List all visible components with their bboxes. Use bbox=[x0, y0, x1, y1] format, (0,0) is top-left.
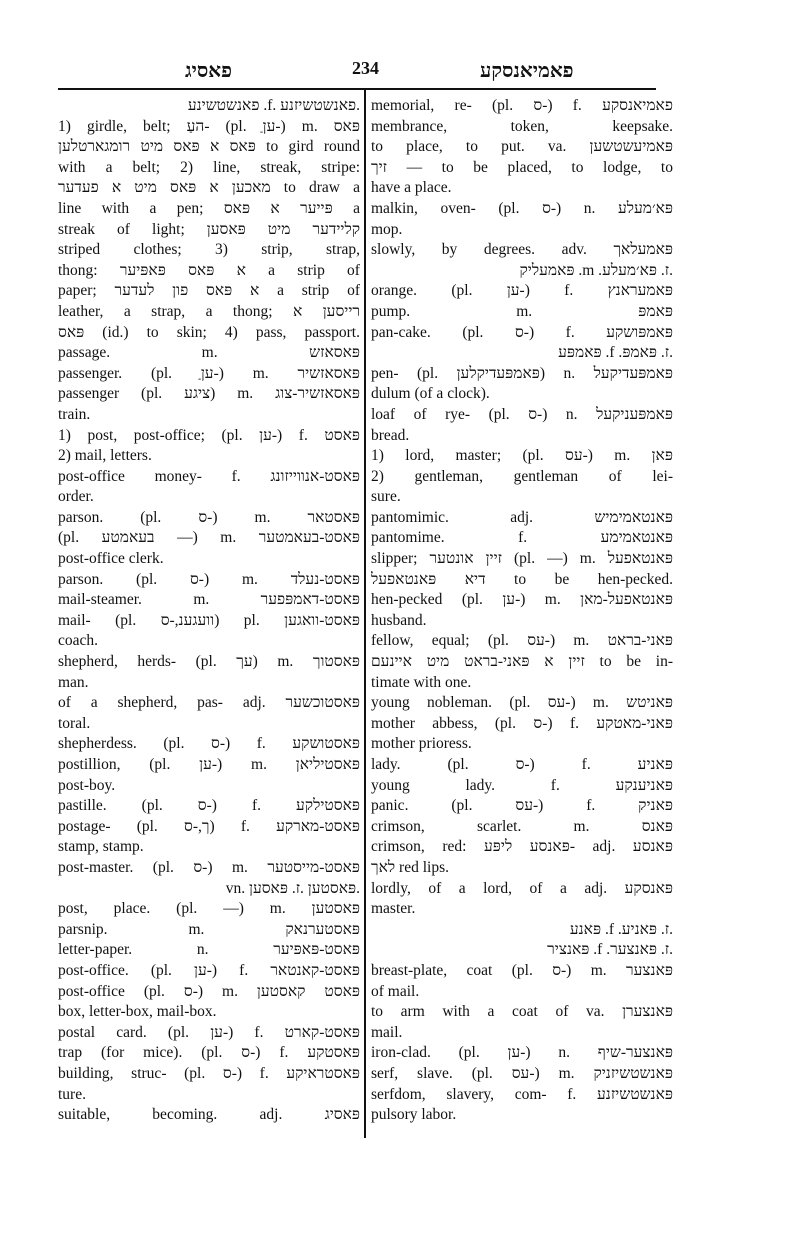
entry-line: ture. bbox=[58, 1085, 86, 1103]
entry-line: husband. bbox=[371, 611, 427, 629]
entry-line: man. bbox=[58, 673, 89, 691]
header-rule bbox=[58, 88, 656, 90]
entry-line: post-master. (pl. ס-) m. פּאסט-מייסטער bbox=[58, 858, 360, 876]
entry-line: streak of light; קליידער מיט פּאסען bbox=[58, 220, 360, 238]
entry-line: postal card. (pl. ען-) f. פּאסט-קארט bbox=[58, 1023, 360, 1041]
entry-line: malkin, oven- (pl. ס-) n. פּא׳מעלע bbox=[371, 199, 673, 217]
left-column bbox=[58, 96, 360, 1126]
entry-line: pantomimic. adj. פּאנטאמימיש bbox=[371, 508, 673, 526]
entry-line: mail-steamer. m. פּאסט-דאמפּפער bbox=[58, 591, 360, 609]
entry-line: sure. bbox=[371, 488, 401, 506]
entry-line: פאנשטשינע .f. פאנשטשיזנע. bbox=[187, 97, 360, 114]
entry-line: mother prioress. bbox=[371, 735, 472, 753]
header-left-guide-word: פאסיג bbox=[185, 60, 232, 82]
entry-line: serfdom, slavery, com- f. פּאנשטשיזנע bbox=[371, 1085, 673, 1103]
entry-line: box, letter-box, mail-box. bbox=[58, 1003, 217, 1021]
page-number: 234 bbox=[352, 58, 379, 78]
entry-line: mail. bbox=[371, 1023, 403, 1041]
entry-line: timate with one. bbox=[371, 673, 472, 691]
entry-line: fellow, equal; (pl. עס-) m. פּאני-בראט bbox=[371, 632, 673, 650]
entry-line: parson. (pl. ס-) m. פּאסט-נעלד bbox=[58, 570, 360, 588]
entry-line: shepherdess. (pl. ס-) f. פּאסטושקע bbox=[58, 735, 360, 753]
entry-line: passenger (pl. ציגע) m. פּאסאזשיר-צוג bbox=[58, 385, 360, 403]
entry-line: paper; א פּאס פון לעדער a strip of bbox=[58, 282, 360, 300]
entry-line: זיין א פּאני-בראט מיט איינעם to be in- bbox=[371, 653, 673, 671]
entry-line: post-office (pl. ס-) m. פּאסט קאסטען bbox=[58, 982, 360, 1000]
entry-line: פּאנע .f .ז. פּאניע. bbox=[569, 920, 673, 938]
entry-line: coach. bbox=[58, 632, 99, 650]
entry-line: זיך — to be placed, to lodge, to bbox=[371, 158, 673, 176]
column-divider bbox=[364, 90, 366, 1138]
entry-line: trap (for mice). (pl. ס-) f. פּאסטקע bbox=[58, 1044, 360, 1062]
entry-line: פּאנציר .f .ז. פּאנצער. bbox=[547, 941, 673, 959]
entry-line: pen- (pl. פּאמפּעדיקלען) n. פּאמפּעדיקעל bbox=[371, 364, 673, 382]
entry-line: 1) girdle, belt; העַ- (pl. עןַ-) m. פּאס bbox=[58, 117, 360, 135]
entry-line: lady. (pl. ס-) f. פּאניע bbox=[371, 756, 673, 773]
entry-line: slowly, by degrees. adv. פּאמעלאך bbox=[371, 241, 673, 259]
entry-line: post-boy. bbox=[58, 776, 116, 794]
entry-line: 2) gentleman, gentleman of lei- bbox=[371, 467, 673, 485]
entry-line: 1) lord, master; (pl. עס-) m. פּאן bbox=[371, 447, 673, 465]
entry-line: building, struc- (pl. ס-) f. פּאסטראיקע bbox=[58, 1064, 360, 1082]
entry-line: line with a pen; פּייער א פּאס a bbox=[58, 199, 360, 217]
entry-line: פּאמפּע .f .ז. פּאמפּ. bbox=[558, 344, 673, 362]
entry-line: דיא פּאנטאפעל to be hen-pecked. bbox=[371, 570, 673, 588]
entry-line: memorial, re- (pl. ס-) f. פאמיאנסקע bbox=[371, 97, 673, 114]
entry-line: passage. m. פּאסאזש bbox=[58, 344, 360, 362]
entry-line: pan-cake. (pl. ס-) f. פּאמפּושקע bbox=[371, 323, 673, 341]
entry-line: loaf of rye- (pl. ס-) n. פּאמפּעניקעל bbox=[371, 405, 673, 423]
entry-line: master. bbox=[371, 900, 416, 918]
entry-line: suitable, becoming. adj. פּאסיג bbox=[58, 1106, 360, 1124]
entry-line: panic. (pl. עס-) f. פּאניק bbox=[371, 797, 673, 815]
entry-line: פּאמעליק .m .ז. פּא׳מעלע. bbox=[519, 261, 673, 279]
entry-line: striped clothes; 3) strip, strap, bbox=[58, 241, 360, 259]
entry-line: pastille. (pl. ס-) f. פּאסטילקע bbox=[58, 797, 360, 815]
entry-line: post-office clerk. bbox=[58, 550, 164, 568]
entry-line: post, place. (pl. —) m. פּאסטען bbox=[58, 900, 360, 918]
entry-line: to place, to put. va. פּאמיעשטשען bbox=[371, 138, 673, 156]
entry-line: to arm with a coat of va. פּאנצערן bbox=[371, 1003, 673, 1021]
entry-line: crimson, red: פּאנסע ליפּע- adj. פּאנסע bbox=[371, 838, 673, 856]
right-column bbox=[371, 96, 673, 1126]
entry-line: פּאס (id.) to skin; 4) pass, passport. bbox=[58, 323, 360, 341]
entry-line: pulsory labor. bbox=[371, 1106, 457, 1124]
entry-line: thong: א פּאס פּאפּיער a strip of bbox=[58, 261, 360, 279]
entry-line: פּאס א פּאס מיט רומגארטלען to gird round bbox=[58, 138, 360, 156]
entry-line: לאך red lips. bbox=[371, 858, 449, 876]
entry-line: vn. פּאסטען .ז. פּאסען. bbox=[225, 879, 360, 897]
entry-line: serf, slave. (pl. עס-) m. פּאנשטשיזניק bbox=[371, 1064, 673, 1082]
entry-line: of a shepherd, pas- adj. פּאסטוכשער bbox=[58, 694, 360, 712]
entry-line: parson. (pl. ס-) m. פּאסטאר bbox=[58, 508, 360, 526]
entry-line: post-office money- f. פּאסט-אנווייזונג bbox=[58, 467, 360, 485]
entry-line: young lady. f. פּאניענקע bbox=[371, 776, 673, 794]
entry-line: orange. (pl. ען-) f. פּאמעראנץ bbox=[371, 282, 673, 300]
entry-line: lordly, of a lord, of a adj. פּאנסקע bbox=[371, 879, 673, 897]
entry-line: 1) post, post-office; (pl. ען-) f. פּאסט bbox=[58, 426, 360, 444]
entry-line: letter-paper. n. פּאסט-פּאפּיער bbox=[58, 941, 360, 959]
entry-line: post-office. (pl. ען-) f. פּאסט-קאנטאר bbox=[58, 961, 360, 979]
entry-line: passenger. (pl. עןַ-) m. פּאסאזשיר bbox=[58, 364, 360, 382]
entry-line: dulum (of a clock). bbox=[371, 385, 490, 403]
page-header bbox=[0, 56, 788, 86]
entry-line: membrance, token, keepsake. bbox=[371, 117, 673, 135]
entry-line: (pl. בעאמטע —) m. פּאסט-בעאמטער bbox=[58, 529, 360, 547]
entry-line: postillion, (pl. ען-) m. פּאסטיליאן bbox=[58, 756, 360, 773]
entry-line: with a belt; 2) line, streak, stripe: bbox=[58, 158, 360, 176]
entry-line: shepherd, herds- (pl. עך) m. פּאסטוך bbox=[58, 653, 360, 671]
entry-line: toral. bbox=[58, 714, 91, 732]
entry-line: מאכען א פּאס מיט א פעדער to draw a bbox=[58, 179, 360, 197]
entry-line: mother abbess, (pl. ס-) f. פּאני-מאטקע bbox=[371, 714, 673, 732]
entry-line: young nobleman. (pl. עס-) m. פּאניטש bbox=[371, 694, 673, 712]
entry-line: pump. m. פּאמפּ bbox=[371, 302, 673, 320]
entry-line: 2) mail, letters. bbox=[58, 447, 152, 465]
entry-line: mail- (pl. וועגענ,-ס) pl. פּאסט-וואגען bbox=[58, 611, 360, 629]
entry-line: pantomime. f. פּאנטאמימע bbox=[371, 529, 673, 547]
entry-line: stamp, stamp. bbox=[58, 838, 144, 856]
entry-line: postage- (pl. ך,-ס) f. פּאסט-מארקע bbox=[58, 817, 360, 835]
entry-line: slipper; זיין אונטער (pl. —) m. פּאנטאפעל bbox=[371, 550, 673, 568]
entry-line: mop. bbox=[371, 220, 403, 238]
entry-line: leather, a strap, a thong; רייסען א bbox=[58, 302, 360, 320]
header-right-guide-word: פאמיאנסקע bbox=[480, 60, 574, 82]
entry-line: breast-plate, coat (pl. ס-) m. פּאנצער bbox=[371, 961, 673, 979]
entry-line: train. bbox=[58, 405, 91, 423]
entry-line: of mail. bbox=[371, 982, 420, 1000]
entry-line: bread. bbox=[371, 426, 410, 444]
entry-line: crimson, scarlet. m. פּאנס bbox=[371, 817, 673, 835]
entry-line: order. bbox=[58, 488, 94, 506]
entry-line: have a place. bbox=[371, 179, 452, 197]
entry-line: iron-clad. (pl. ען-) n. פּאנצער-שיף bbox=[371, 1044, 673, 1062]
entry-line: hen-pecked (pl. ען-) m. פּאנטאפעל-מאן bbox=[371, 591, 673, 609]
entry-line: parsnip. m. פּאסטערנאק bbox=[58, 920, 360, 938]
